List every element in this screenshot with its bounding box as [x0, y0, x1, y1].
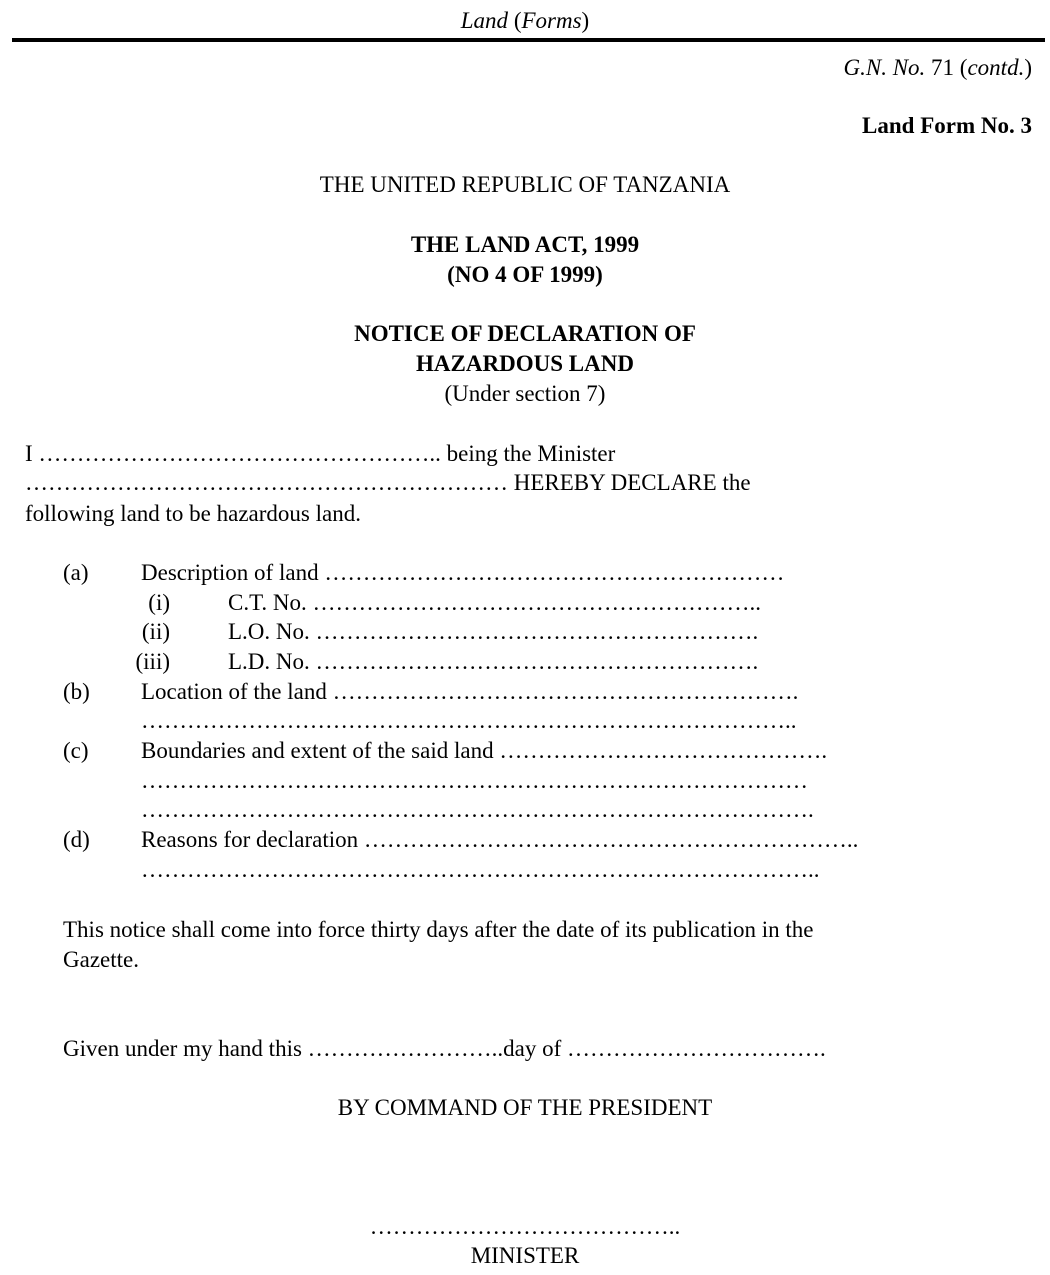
- subitem-iii-label: (iii): [135, 649, 170, 674]
- notice-title-line2: HAZARDOUS LAND: [416, 351, 634, 376]
- item-d-label: (d): [63, 827, 90, 852]
- item-b-label: (b): [63, 679, 90, 704]
- item-c-continuation-1: ……………………………………………………………………………: [141, 768, 808, 793]
- declaration-line2: ……………………………………………………… HEREBY DECLARE the: [25, 470, 751, 495]
- item-c-label: (c): [63, 738, 89, 763]
- gazette-notice-ref: G.N. No. 71 (contd.): [843, 55, 1032, 80]
- running-title-paren: Forms: [521, 8, 582, 33]
- declaration-line1: I …………………………………………….. being the Minister: [25, 441, 616, 466]
- act-number: (NO 4 OF 1999): [447, 262, 603, 287]
- country-title: THE UNITED REPUBLIC OF TANZANIA: [319, 172, 731, 197]
- section-reference: (Under section 7): [444, 381, 606, 406]
- subitem-ii-label: (ii): [141, 619, 170, 644]
- item-b-continuation: …………………………………………………………………………..: [141, 708, 797, 733]
- subitem-i-label: (i): [148, 590, 170, 615]
- subitem-ii-text: L.O. No. ………………………………………………….: [228, 619, 759, 644]
- item-d-text: Reasons for declaration ………………………………………………………..: [141, 827, 859, 852]
- subitem-i-text: C.T. No. …………………………………………………..: [228, 590, 762, 615]
- effect-line1: This notice shall come into force thirty days after the date of its publication in the: [63, 917, 814, 942]
- signature-line: …………………………………..: [369, 1214, 681, 1239]
- item-d-continuation: ……………………………………………………………………………..: [141, 857, 820, 882]
- running-title: Land: [460, 8, 509, 33]
- notice-title-line1: NOTICE OF DECLARATION OF: [354, 321, 696, 346]
- item-c-continuation-2: …………………………………………………………………………….: [141, 797, 814, 822]
- signature-title: MINISTER: [470, 1243, 580, 1268]
- header-rule: [12, 38, 1045, 42]
- gn-suffix: contd.: [967, 55, 1025, 80]
- running-head: Land (Forms): [460, 8, 590, 33]
- item-a-label: (a): [63, 560, 89, 585]
- effect-line2: Gazette.: [63, 947, 139, 972]
- item-a-text: Description of land ……………………………………………………: [141, 560, 785, 585]
- declaration-line3: following land to be hazardous land.: [25, 501, 361, 526]
- gn-prefix: G.N. No.: [843, 55, 926, 80]
- item-b-text: Location of the land …………………………………………………….: [141, 679, 799, 704]
- gn-number: 71: [931, 55, 955, 80]
- command-line: BY COMMAND OF THE PRESIDENT: [337, 1095, 713, 1120]
- given-under-hand: Given under my hand this ……………………..day of …………………………….: [63, 1036, 826, 1061]
- act-title: THE LAND ACT, 1999: [410, 232, 640, 257]
- item-c-text: Boundaries and extent of the said land …………………………………….: [141, 738, 828, 763]
- form-number: Land Form No. 3: [862, 113, 1032, 138]
- subitem-iii-text: L.D. No. ………………………………………………….: [228, 649, 759, 674]
